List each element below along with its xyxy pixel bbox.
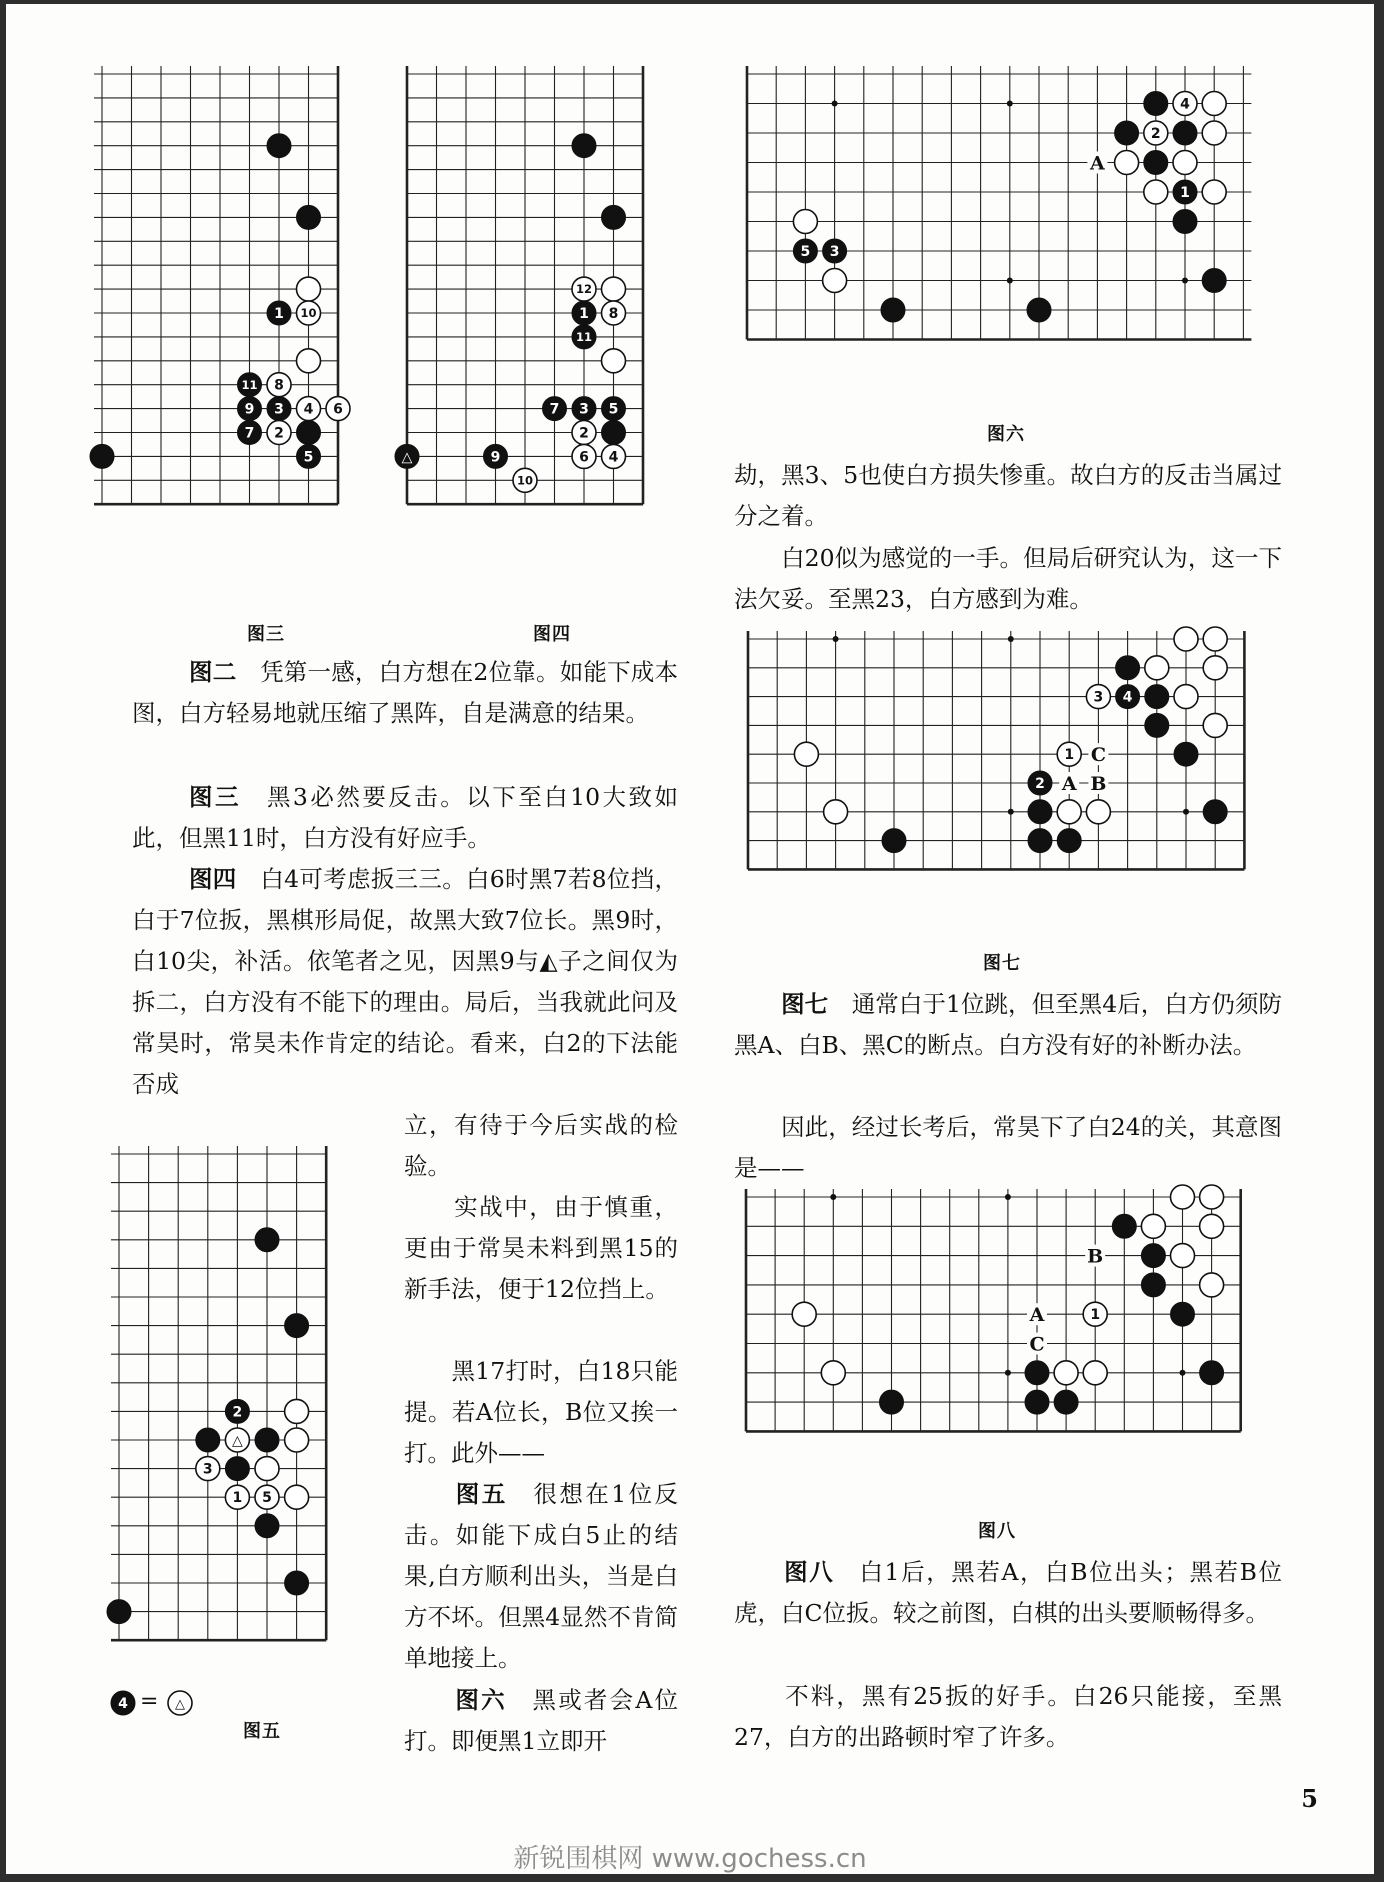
caption-fig7: 图七: [983, 953, 1021, 974]
black-stone: [1141, 1273, 1165, 1297]
star-point: [1008, 636, 1014, 642]
site-watermark: 新锐围棋网 www.gochess.cn: [513, 1844, 867, 1874]
black-stone: [1027, 298, 1051, 322]
stone-move-number: 2: [1150, 126, 1161, 143]
black-stone: [255, 1228, 279, 1252]
stone-move-number: 2: [274, 425, 284, 442]
star-point: [1182, 278, 1188, 284]
stone-move-number: 5: [800, 244, 811, 261]
stone-move-number: △: [232, 1433, 243, 1450]
point-label: B: [1087, 1245, 1104, 1268]
paragraph-fig6-text: 黑或者会A位打。即便黑1立即开: [404, 1686, 678, 1755]
stone-move-number: 3: [202, 1461, 213, 1478]
diagram-fig7: [732, 623, 1260, 885]
page-number: 5: [1301, 1784, 1318, 1813]
book-page: [6, 4, 1374, 1874]
fig6-board: [731, 58, 1259, 356]
paragraph-fig4-text: 白4可考虑扳三三。白6时黑7若8位挡，白于7位扳，黑棋形局促，故黑大致7位长。黑9时，白10尖，补活。依笔者之见，因黑9与◭子之间仅为拆二，白方没有不能下的理由。局后，当我就此问及常昊时，常昊未作肯定的结论。看来，白2的下法能否成: [132, 865, 678, 1098]
stone-move-number: 2: [579, 425, 589, 442]
fig4-board: [391, 58, 659, 520]
white-stone: [1171, 1244, 1195, 1268]
fig7-board: [732, 623, 1260, 885]
white-stone: [602, 277, 626, 301]
black-stone: [572, 134, 596, 158]
white-stone: [1174, 685, 1198, 709]
black-stone: [90, 444, 114, 468]
fig5-board: [103, 1138, 342, 1656]
fig5-legend-equals: =: [140, 1689, 159, 1714]
fig8-board: [730, 1181, 1257, 1447]
black-stone: [1054, 1390, 1078, 1414]
caption-fig3: 图三: [247, 624, 285, 645]
paragraph-fig6-lead: 图六: [404, 1686, 507, 1714]
stone-move-number: 3: [829, 244, 840, 261]
white-stone: [1115, 151, 1139, 175]
black-stone: [1028, 800, 1052, 824]
stone-move-number: 1: [274, 306, 284, 323]
black-stone: [1025, 1390, 1049, 1414]
stone-move-number: 3: [274, 401, 284, 418]
paragraph-right-2: 白20似为感觉的一手。但局后研究认为，这一下法欠妥。至黑23，白方感到为难。: [734, 544, 1282, 613]
stone-move-number: 11: [575, 330, 593, 345]
diagram-fig3: [86, 58, 354, 520]
star-point: [830, 1194, 836, 1200]
stone-move-number: 4: [608, 449, 619, 466]
star-point: [1007, 101, 1013, 107]
stone-move-number: 3: [579, 401, 589, 418]
black-stone: [1145, 713, 1169, 737]
white-stone: [1141, 1214, 1165, 1238]
white-stone: [824, 800, 848, 824]
white-stone: [285, 1485, 309, 1509]
black-stone: [107, 1600, 131, 1624]
white-stone: [1173, 151, 1197, 175]
stone-move-number: 10: [516, 473, 534, 488]
paragraph-fig2-text: 凭第一感，白方想在2位靠。如能下成本图，白方轻易地就压缩了黑阵，自是满意的结果。: [132, 658, 678, 727]
black-stone: [285, 1314, 309, 1338]
black-stone: [880, 1390, 904, 1414]
white-stone: [255, 1457, 279, 1481]
point-label: C: [1029, 1333, 1045, 1356]
white-stone: [793, 210, 817, 234]
stone-move-number: 12: [575, 282, 593, 297]
paragraph-actual-game: 实战中，由于慎重，更由于常昊未料到黑15的新手法，便于12位挡上。: [404, 1193, 678, 1303]
black-stone: [196, 1428, 220, 1452]
paragraph-fig3-lead: 图三: [189, 783, 241, 811]
white-stone: [1144, 180, 1168, 204]
stone-move-number: 6: [579, 449, 589, 466]
white-stone: [792, 1302, 816, 1326]
black-stone: [1145, 685, 1169, 709]
star-point: [1005, 1194, 1011, 1200]
caption-fig5: 图五: [243, 1721, 281, 1742]
stone-move-number: 6: [333, 401, 343, 418]
white-stone: [1202, 180, 1226, 204]
white-stone: [1086, 800, 1110, 824]
black-stone: [1173, 121, 1197, 145]
black-stone: [255, 1428, 279, 1452]
black-stone: [255, 1514, 279, 1538]
stone-move-number: 1: [232, 1490, 243, 1507]
point-label: A: [1090, 152, 1105, 175]
black-stone: [1028, 829, 1052, 853]
black-stone: [297, 421, 321, 445]
white-stone: [823, 269, 847, 293]
paragraph-fig6: [404, 1680, 678, 1762]
stone-move-number: 10: [300, 306, 317, 321]
stone-move-number: 5: [303, 449, 314, 466]
star-point: [1183, 809, 1189, 815]
stone-move-number: 4: [303, 401, 314, 418]
point-label: A: [1061, 773, 1077, 795]
white-stone: [285, 1399, 309, 1423]
black-stone: [1115, 121, 1139, 145]
stone-move-number: 5: [608, 401, 619, 418]
black-stone: [1202, 269, 1226, 293]
white-stone: [602, 349, 626, 373]
white-stone: [1203, 627, 1227, 651]
black-stone: [881, 298, 905, 322]
star-point: [1007, 278, 1013, 284]
star-point: [833, 636, 839, 642]
white-stone: [1203, 656, 1227, 680]
stone-move-number: 1: [1064, 747, 1075, 764]
black-stone: [1025, 1361, 1049, 1385]
star-point: [1005, 1370, 1011, 1376]
paragraph-fig7-lead: 图七: [734, 990, 829, 1018]
stone-move-number: 5: [262, 1490, 272, 1507]
paragraph-fig7-text: 通常白于1位跳，但至黑4后，白方仍须防黑A、白B、黑C的断点。白方没有好的补断办法。: [734, 990, 1283, 1059]
black-stone: [602, 421, 626, 445]
white-stone: [821, 1361, 845, 1385]
paragraph-fig8-lead: 图八: [734, 1558, 835, 1586]
black-stone: [297, 205, 321, 229]
stone-move-number: 1: [1180, 185, 1190, 202]
white-stone: [1202, 121, 1226, 145]
caption-fig8: 图八: [978, 1521, 1016, 1542]
white-stone: [1145, 656, 1169, 680]
stone-move-number: △: [401, 449, 413, 466]
black-stone: [267, 134, 291, 158]
fig5-legend: [110, 1689, 200, 1717]
stone-move-number: 4: [1180, 96, 1190, 113]
black-stone: [285, 1571, 309, 1595]
svg-text:△: △: [175, 1697, 185, 1712]
white-stone: [1200, 1273, 1224, 1297]
diagram-fig6: [731, 58, 1259, 356]
diagram-fig8: [730, 1181, 1257, 1447]
star-point: [1008, 809, 1014, 815]
stone-move-number: 7: [549, 401, 560, 418]
paragraph-fig5-text: 很想在1位反击。如能下成白5止的结果,白方顺利出头，当是白方不坏。但黑4显然不肯简单地接上。: [404, 1480, 679, 1672]
paragraph-fig3-text: 黑3必然要反击。以下至白10大致如此，但黑11时，白方没有好应手。: [132, 783, 679, 852]
white-stone: [1083, 1361, 1107, 1385]
paragraph-fig4-cont: 立，有待于今后实战的检验。: [404, 1111, 678, 1180]
stone-move-number: 2: [232, 1404, 243, 1421]
diagram-fig4: [391, 58, 659, 520]
black-stone: [1141, 1244, 1165, 1268]
black-stone: [1112, 1214, 1136, 1238]
white-stone: [297, 349, 321, 373]
caption-fig4: 图四: [533, 624, 571, 645]
fig3-board: [86, 58, 354, 520]
black-stone: [225, 1457, 249, 1481]
white-stone: [1054, 1361, 1078, 1385]
paragraph-fig2: [132, 652, 678, 734]
stone-move-number: 8: [274, 377, 284, 394]
black-stone: [1174, 742, 1198, 766]
black-stone: [602, 205, 626, 229]
stone-move-number: 2: [1035, 776, 1045, 793]
star-point: [832, 101, 838, 107]
paragraph-move-17: 黑17打时，白18只能提。若A位长，B位又挨一打。此外——: [404, 1357, 678, 1467]
white-stone: [1174, 627, 1198, 651]
paragraph-fig8-text: 白1后，黑若A，白B位出头；黑若B位虎，白C位扳。较之前图，白棋的出头要顺畅得多。: [734, 1558, 1282, 1627]
white-stone: [794, 742, 818, 766]
white-stone: [1200, 1214, 1224, 1238]
svg-text:4: 4: [118, 1696, 128, 1712]
paragraph-fig3: [132, 777, 678, 859]
white-stone: [285, 1428, 309, 1452]
stone-move-number: 9: [244, 401, 255, 418]
paragraph-fig7: [734, 984, 1282, 1066]
black-stone: [1144, 92, 1168, 116]
stone-move-number: 7: [244, 425, 255, 442]
stone-move-number: 1: [1090, 1307, 1101, 1324]
point-label: C: [1090, 744, 1106, 767]
paragraph-fig4-lead: 图四: [189, 865, 237, 893]
black-stone: [1173, 210, 1197, 234]
paragraph-fig4: [132, 859, 678, 1105]
stone-move-number: 9: [490, 449, 501, 466]
stone-move-number: 11: [241, 377, 258, 392]
paragraph-fig8: [734, 1552, 1282, 1634]
stone-move-number: 3: [1093, 689, 1104, 706]
paragraph-fig2-lead: 图二: [189, 658, 237, 686]
diagram-fig5: [103, 1138, 342, 1656]
paragraph-right-3: 因此，经过长考后，常昊下了白24的关，其意图是——: [734, 1113, 1282, 1182]
stone-move-number: 8: [608, 306, 619, 323]
white-stone: [1202, 92, 1226, 116]
caption-fig6: 图六: [987, 424, 1025, 445]
black-stone: [882, 829, 906, 853]
paragraph-fig5: [404, 1474, 678, 1679]
paragraph-right-1: 劫，黑3、5也使白方损失惨重。故白方的反击当属过分之着。: [734, 461, 1282, 530]
paragraph-fig5-lead: 图五: [404, 1480, 508, 1508]
black-stone: [1203, 800, 1227, 824]
point-label: B: [1090, 773, 1107, 795]
white-stone: [1203, 713, 1227, 737]
point-label: A: [1029, 1304, 1045, 1327]
white-stone: [1057, 800, 1081, 824]
stone-move-number: 4: [1122, 689, 1133, 706]
star-point: [1180, 1370, 1186, 1376]
stone-move-number: 1: [579, 306, 589, 323]
black-stone: [1057, 829, 1081, 853]
black-stone: [1200, 1361, 1224, 1385]
white-stone: [297, 277, 321, 301]
black-stone: [1116, 656, 1140, 680]
black-stone: [1144, 151, 1168, 175]
black-stone: [1171, 1302, 1195, 1326]
paragraph-right-4: 不料，黑有25扳的好手。白26只能接，至黑27，白方的出路顿时窄了许多。: [734, 1682, 1282, 1751]
